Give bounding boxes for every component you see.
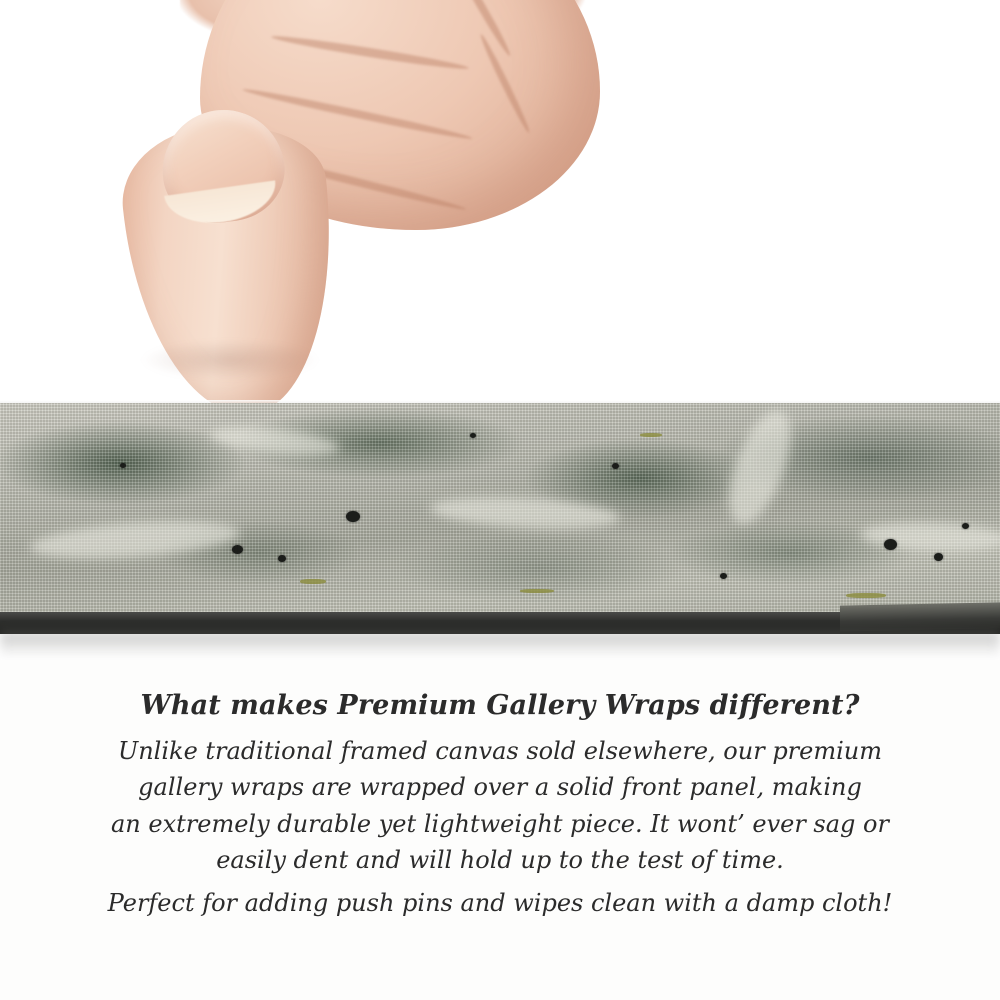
paint-speckle bbox=[934, 553, 943, 561]
caption-body bbox=[0, 733, 1000, 879]
paint-speckle bbox=[720, 573, 727, 579]
paint-speckle bbox=[962, 523, 969, 529]
paint-speckle bbox=[120, 463, 126, 468]
caption-line: easily dent and will hold up to the test of time. bbox=[216, 846, 784, 875]
caption-line: Unlike traditional framed canvas sold elsewhere, our premium bbox=[117, 737, 882, 765]
olive-fleck bbox=[520, 589, 554, 593]
caption-line: an extremely durable yet lightweight piece. It wont’ ever sag or bbox=[111, 809, 889, 838]
paint-speckle bbox=[278, 555, 286, 562]
caption-block bbox=[0, 690, 1000, 917]
olive-fleck bbox=[300, 579, 326, 584]
paint-speckle bbox=[346, 511, 360, 522]
canvas-edge-strip bbox=[0, 403, 1000, 621]
paint-speckle bbox=[232, 545, 243, 554]
olive-fleck bbox=[846, 593, 886, 598]
caption-title: What makes Premium Gallery Wraps different? bbox=[140, 690, 860, 721]
caption-last-line: Perfect for adding push pins and wipes clean with a damp cloth! bbox=[107, 888, 893, 917]
paint-speckle bbox=[612, 463, 619, 469]
paint-speckle bbox=[884, 539, 897, 550]
paint-speckle bbox=[470, 433, 476, 438]
hand-illustration bbox=[120, 0, 590, 430]
drop-shadow bbox=[0, 632, 1000, 658]
thumb-contact-shadow bbox=[140, 340, 320, 380]
olive-fleck bbox=[640, 433, 662, 437]
caption-line: gallery wraps are wrapped over a solid front panel, making bbox=[138, 773, 862, 802]
gallery-wrap-edge-corner bbox=[840, 602, 1000, 631]
